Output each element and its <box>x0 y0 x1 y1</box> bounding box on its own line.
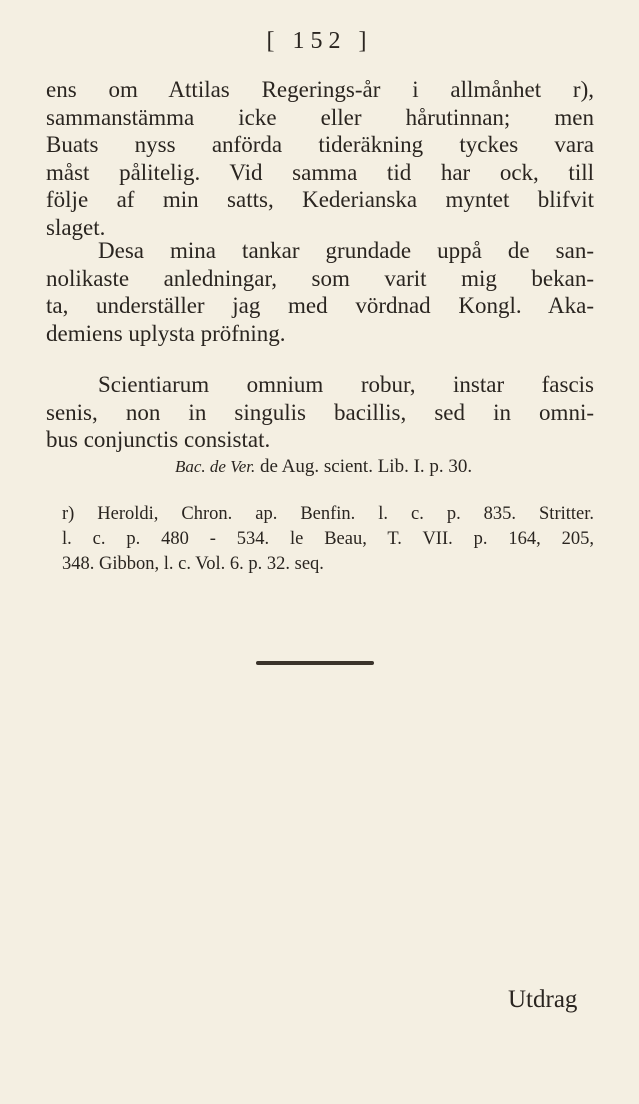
text-line: Desa mina tankar grundade uppå de san- <box>98 238 594 263</box>
text-line: ens om Attilas Regerings-år i allmånhet r), <box>46 77 594 102</box>
text-line: slaget. <box>46 214 106 240</box>
footnote-line: l. c. p. 480 - 534. le Beau, T. VII. p. 164, 205, <box>62 529 594 549</box>
text-line: demiens uplysta pröfning. <box>46 320 286 346</box>
text-line: bus conjunctis consistat. <box>46 427 271 452</box>
text-line: sammanstämma icke eller hårutinnan; men <box>46 104 594 130</box>
latin-quote <box>46 371 594 454</box>
text-line: Scientiarum omnium robur, instar fascis <box>98 372 594 397</box>
citation-work: Bac. de Ver. <box>175 457 256 476</box>
catchword: Utdrag <box>508 986 578 1013</box>
paragraph-conclusion <box>46 237 594 347</box>
text-line: Buats nyss anförda tideräkning tyckes vara <box>46 132 594 157</box>
text-line: ta, underställer jag med vördnad Kongl. Aka- <box>46 293 594 318</box>
footnote-line: 348. Gibbon, l. c. Vol. 6. p. 32. seq. <box>62 554 324 574</box>
text-line: senis, non in singulis bacillis, sed in omni- <box>46 399 594 425</box>
page-number: [ 152 ] <box>266 28 373 54</box>
text-line: måst pålitelig. Vid samma tid har ock, till <box>46 159 594 185</box>
paragraph-attila <box>46 76 594 241</box>
text-line: nolikaste anledningar, som varit mig bekan- <box>46 265 594 291</box>
section-divider <box>256 661 374 665</box>
text-line: följe af min satts, Kederianska myntet blifvit <box>46 187 594 212</box>
footnote-line: r) Heroldi, Chron. ap. Benfin. l. c. p. 835. Stritter. <box>62 504 594 524</box>
quote-citation <box>175 456 595 478</box>
citation-reference: de Aug. scient. Lib. I. p. 30. <box>260 456 473 477</box>
footnote <box>62 502 594 577</box>
